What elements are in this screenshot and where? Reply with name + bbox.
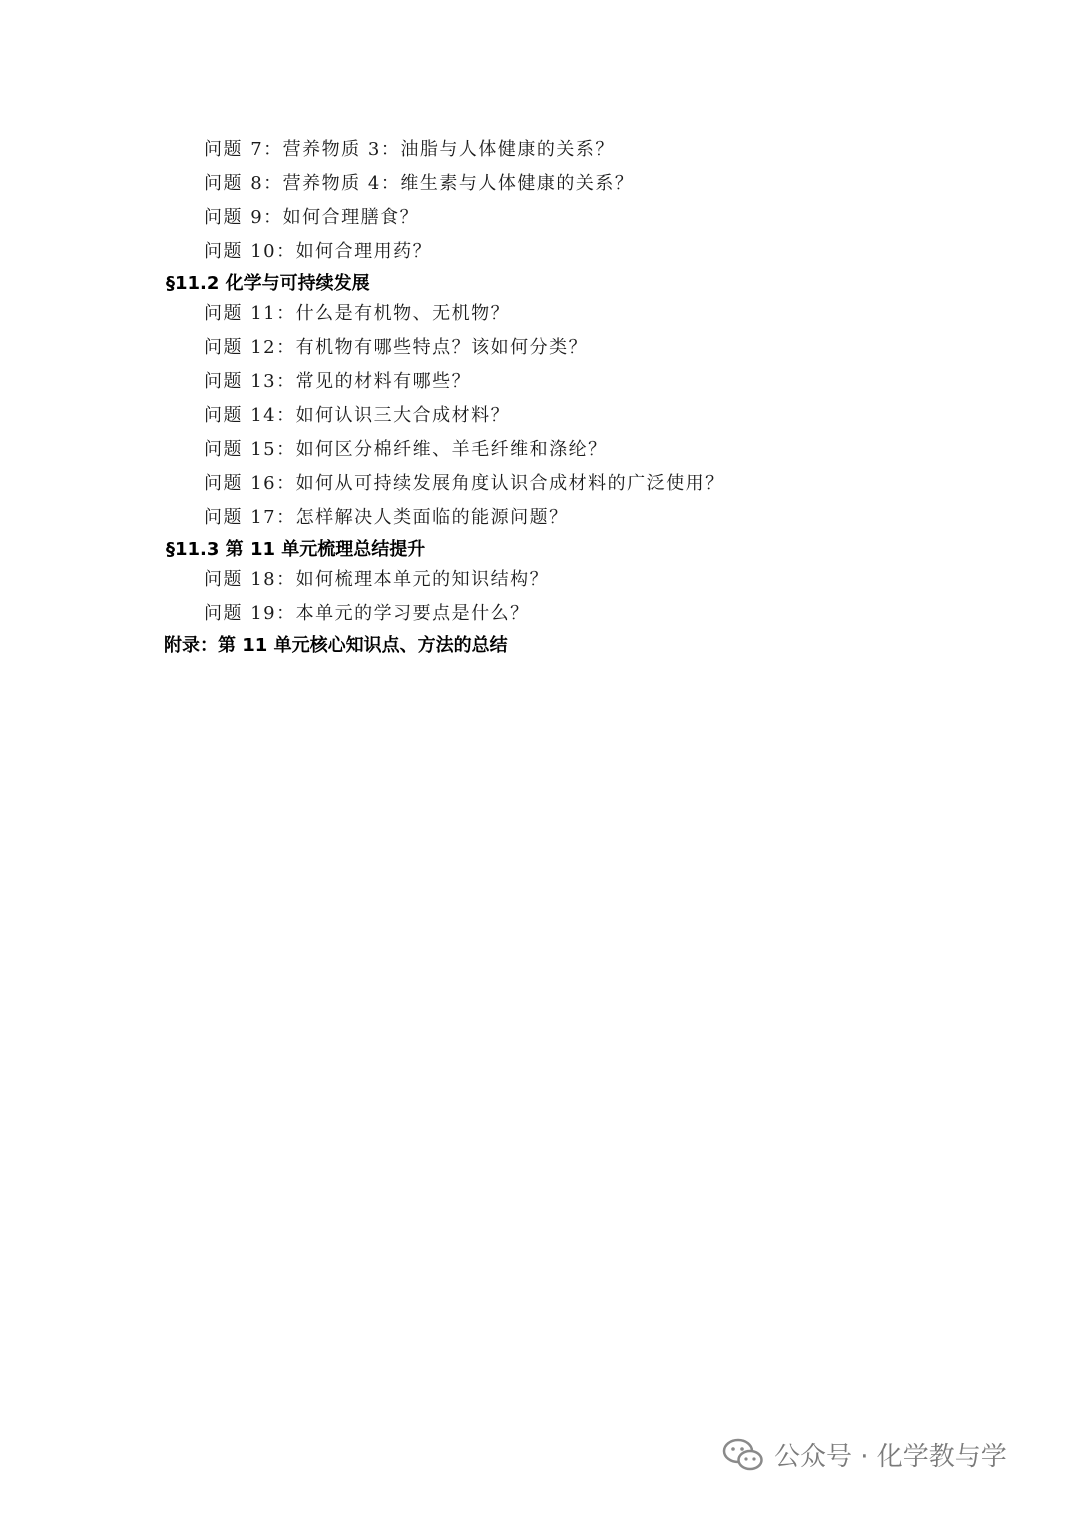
toc-appendix: 附录：第 11 单元核心知识点、方法的总结 bbox=[164, 635, 508, 656]
toc-question-14: 问题 14：如何认识三大合成材料？ bbox=[204, 405, 511, 426]
watermark bbox=[722, 1436, 1007, 1473]
toc-question-7: 问题 7：营养物质 3：油脂与人体健康的关系？ bbox=[204, 139, 615, 160]
toc-question-10: 问题 10：如何合理用药？ bbox=[204, 241, 433, 262]
toc-question-9: 问题 9：如何合理膳食？ bbox=[204, 207, 420, 228]
toc-question-12: 问题 12：有机物有哪些特点？该如何分类？ bbox=[204, 337, 589, 358]
toc-question-17: 问题 17：怎样解决人类面临的能源问题？ bbox=[204, 507, 569, 528]
toc-question-19: 问题 19：本单元的学习要点是什么？ bbox=[204, 603, 530, 624]
toc-section-11-2: §11.2 化学与可持续发展 bbox=[166, 273, 370, 294]
toc-question-8: 问题 8：营养物质 4：维生素与人体健康的关系？ bbox=[204, 173, 635, 194]
wechat-icon bbox=[722, 1437, 764, 1473]
toc-question-11: 问题 11：什么是有机物、无机物？ bbox=[204, 303, 511, 324]
watermark-text: 公众号 · 化学教与学 bbox=[774, 1442, 1007, 1472]
toc-question-15: 问题 15：如何区分棉纤维、羊毛纤维和涤纶？ bbox=[204, 439, 608, 460]
toc-question-18: 问题 18：如何梳理本单元的知识结构？ bbox=[204, 569, 550, 590]
toc-section-11-3: §11.3 第 11 单元梳理总结提升 bbox=[166, 539, 426, 560]
toc-question-13: 问题 13：常见的材料有哪些？ bbox=[204, 371, 472, 392]
toc-question-16: 问题 16：如何从可持续发展角度认识合成材料的广泛使用？ bbox=[204, 473, 725, 494]
